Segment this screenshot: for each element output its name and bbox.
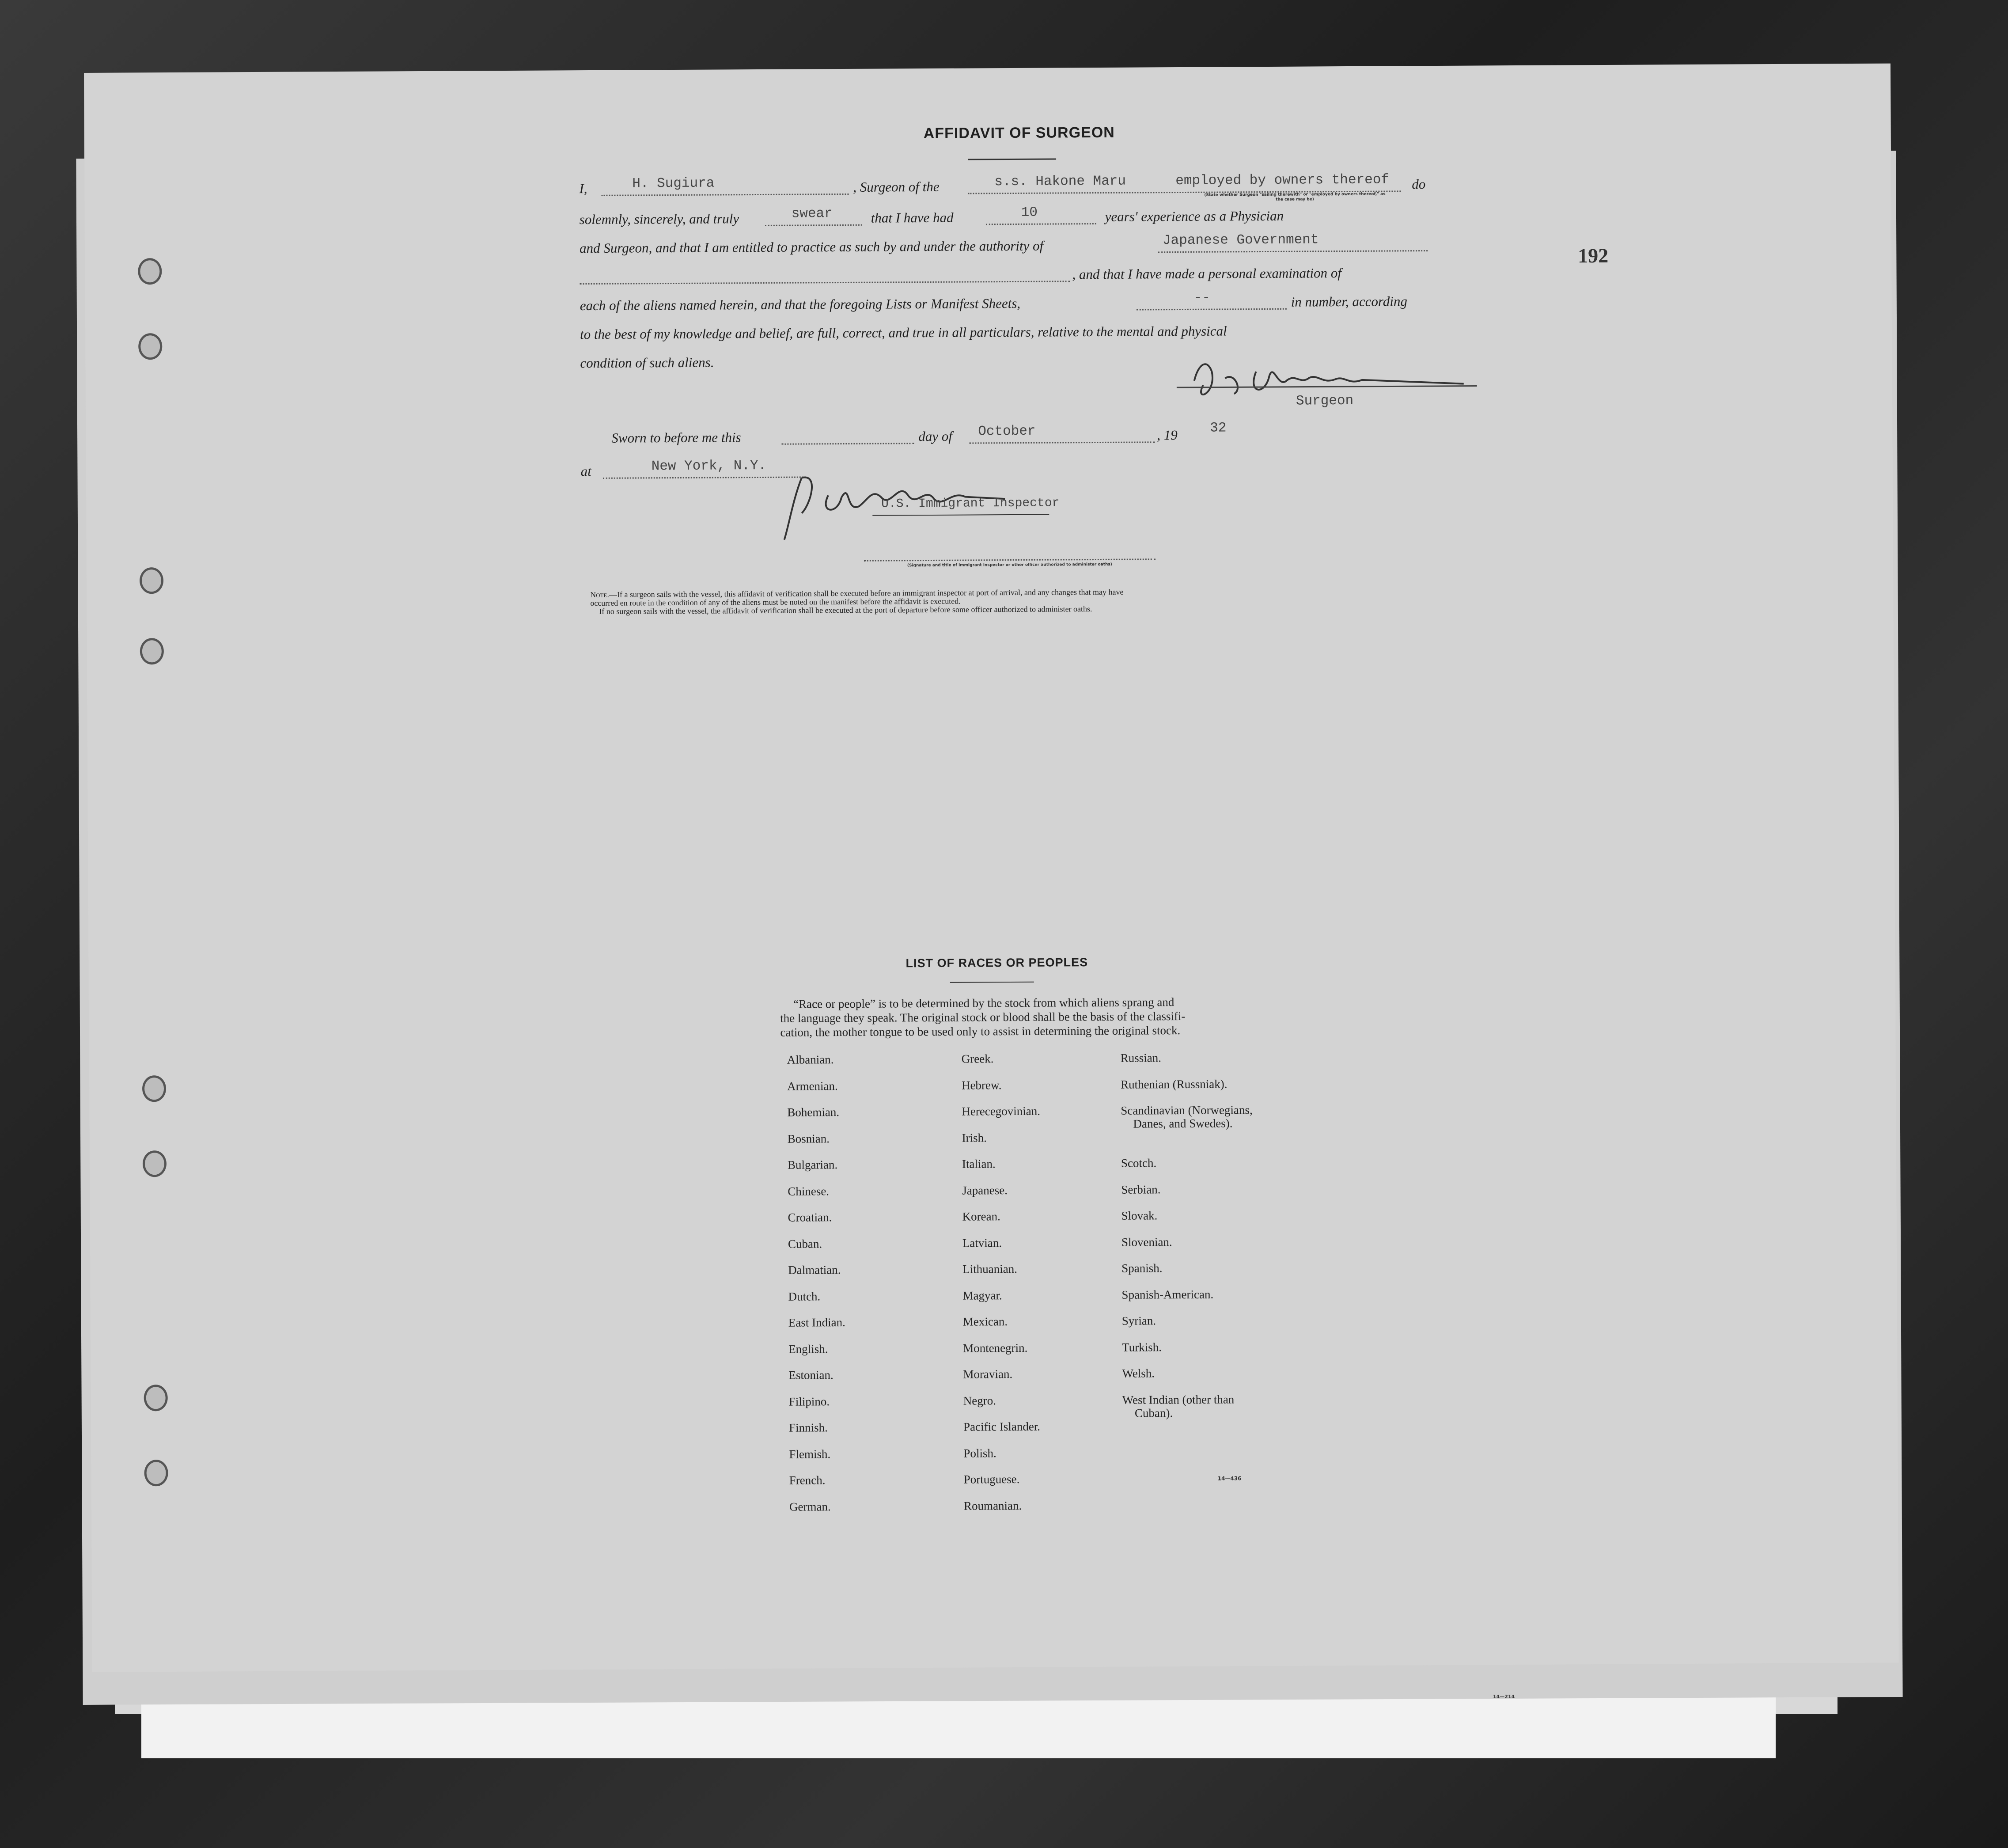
race-item: Negro. (963, 1393, 996, 1408)
affidavit-text: , 19 (1157, 427, 1178, 443)
race-item: Polish. (963, 1446, 996, 1460)
race-item: Armenian. (787, 1079, 838, 1093)
race-item: Cuban. (788, 1237, 822, 1251)
title-underline (968, 158, 1056, 160)
race-item: Herecegovinian. (962, 1104, 1041, 1118)
note-line-2: occurred en route in the condition of any of the aliens must be noted on the manifest before the affidavit is executed. (590, 596, 961, 608)
race-item: Filipino. (788, 1394, 830, 1408)
note-label: Note. (590, 590, 610, 600)
race-item: Bosnian. (787, 1131, 830, 1146)
race-item: Moravian. (963, 1367, 1013, 1381)
race-item: Italian. (962, 1157, 996, 1171)
races-title: LIST OF RACES OR PEOPLES (905, 956, 1088, 970)
affidavit-text: , and that I have made a personal examination of (1072, 265, 1342, 282)
race-item: Finnish. (789, 1421, 828, 1434)
affidavit-text: day of (918, 428, 953, 444)
binder-hole (140, 638, 164, 664)
employment-hint: (State whether Surgeon "sailing therewith" or "employed by owners thereof," as the case may be) (1204, 192, 1386, 202)
oath-field: swear (791, 206, 833, 222)
race-item: Welsh. (1122, 1366, 1155, 1380)
affidavit-text: and Surgeon, and that I am entitled to practice as such by and under the authority of (580, 238, 1044, 256)
affidavit-text: , Surgeon of the (853, 178, 940, 195)
surgeon-name-field: H. Sugiura (632, 175, 715, 192)
intro-line: the language they speak. The original stock or blood shall be the basis of the classifi- (780, 1009, 1186, 1025)
race-item: Latvian. (962, 1236, 1002, 1250)
affidavit-text: each of the aliens named herein, and that the foregoing Lists or Manifest Sheets, (580, 295, 1021, 314)
race-item: Flemish. (789, 1447, 831, 1461)
binder-hole (144, 1460, 168, 1486)
race-item: Danes, and Swedes). (1133, 1116, 1233, 1131)
race-item: Ruthenian (Russniak). (1120, 1077, 1228, 1091)
affidavit-text: condition of such aliens. (580, 354, 714, 371)
form-number: 14—436 (1217, 1475, 1242, 1482)
intro-line: “Race or people” is to be determined by the stock from which aliens sprang and (793, 995, 1174, 1011)
race-item: Greek. (961, 1052, 994, 1066)
race-item: Spanish. (1121, 1261, 1163, 1275)
years-field-line (986, 223, 1096, 225)
races-title-underline (950, 982, 1034, 983)
race-item: Bulgarian. (787, 1158, 838, 1172)
intro-line: cation, the mother tongue to be used only to assist in determining the original stock. (780, 1024, 1181, 1039)
year-field: 32 (1210, 420, 1227, 436)
race-item: Scandinavian (Norwegians, (1121, 1103, 1253, 1117)
place-field: New York, N.Y. (651, 458, 767, 474)
affidavit-text: Sworn to before me this (611, 429, 741, 446)
surgeon-caption: Surgeon (1296, 393, 1354, 409)
race-item: French. (789, 1473, 826, 1487)
race-item: Korean. (962, 1210, 1000, 1223)
race-item: Magyar. (962, 1288, 1002, 1302)
race-item: Hebrew. (961, 1078, 1002, 1092)
race-item: Spanish-American. (1121, 1287, 1214, 1302)
race-item: Slovak. (1121, 1209, 1158, 1222)
inspector-title: U.S. Immigrant Inspector (881, 496, 1060, 511)
race-item: Bohemian. (787, 1105, 840, 1119)
affidavit-text: years' experience as a Physician (1105, 208, 1284, 224)
affidavit-text: do (1412, 176, 1426, 192)
race-item: East Indian. (788, 1316, 845, 1329)
affidavit-title: AFFIDAVIT OF SURGEON (923, 124, 1115, 142)
race-item: Albanian. (787, 1053, 834, 1066)
manifest-page (84, 64, 1899, 1672)
vessel-name-field: s.s. Hakone Maru (994, 173, 1126, 190)
authority-field-line (1158, 250, 1428, 253)
page-number-stamp: 192 (1578, 244, 1609, 267)
binder-hole (142, 1075, 166, 1102)
race-item: Estonian. (788, 1368, 834, 1382)
race-item: Syrian. (1121, 1314, 1156, 1328)
race-item: Montenegrin. (963, 1341, 1028, 1355)
binder-hole (138, 258, 162, 285)
race-item: Dutch. (788, 1289, 821, 1303)
bottom-form-number: 14—214 (1493, 1694, 1515, 1700)
years-field: 10 (1021, 205, 1038, 220)
race-item: Croatian. (788, 1210, 832, 1224)
binder-hole (138, 333, 162, 360)
inspector-signature-line (864, 558, 1156, 561)
sheets-field-line (1137, 308, 1287, 311)
affidavit-text: solemnly, sincerely, and truly (579, 211, 739, 228)
oath-field-line (765, 224, 862, 226)
affidavit-text: that I have had (871, 209, 954, 226)
race-item: West Indian (other than (1122, 1392, 1235, 1407)
affidavit-text: in number, according (1291, 293, 1408, 310)
affidavit-text: I, (579, 181, 587, 197)
binder-hole (140, 567, 163, 594)
month-field: October (978, 423, 1036, 440)
authority-field: Japanese Government (1162, 232, 1319, 249)
sheets-field: -- (1193, 290, 1211, 306)
race-item: Cuban). (1134, 1406, 1173, 1420)
employment-field: employed by owners thereof (1175, 172, 1390, 189)
race-item: German. (789, 1499, 831, 1514)
race-item: Irish. (962, 1131, 987, 1145)
race-item: Scotch. (1121, 1156, 1157, 1170)
name-field-line (601, 194, 849, 196)
race-item: Pacific Islander. (963, 1419, 1041, 1434)
race-item: Mexican. (962, 1315, 1008, 1328)
inspector-caption: (Signature and title of immigrant inspector or other officer authorized to administer oaths) (907, 562, 1112, 568)
affidavit-text: at (580, 463, 591, 479)
race-item: Turkish. (1122, 1340, 1162, 1354)
binder-hole (143, 1150, 167, 1177)
race-item: Slovenian. (1121, 1235, 1172, 1249)
race-item: Japanese. (962, 1183, 1008, 1197)
day-field-line (781, 443, 914, 445)
race-item: Russian. (1120, 1051, 1162, 1065)
race-item: Chinese. (788, 1184, 830, 1198)
authority-continuation-line (580, 281, 1070, 285)
binder-hole (144, 1385, 168, 1411)
race-item: Serbian. (1121, 1182, 1161, 1196)
race-item: Roumanian. (963, 1499, 1022, 1513)
race-item: Portuguese. (963, 1472, 1020, 1486)
note-text: —If a surgeon sails with the vessel, this affidavit of verification shall be executed before an immigrant inspector at port of arrival, and any changes that may have (609, 587, 1124, 599)
note-line-3: If no surgeon sails with the vessel, the affidavit of verification shall be executed at the port of departure before some officer authorized to administer oaths. (599, 604, 1092, 616)
race-item: Dalmatian. (788, 1263, 841, 1277)
month-field-line (969, 441, 1155, 444)
race-item: Lithuanian. (962, 1262, 1017, 1276)
race-item: English. (788, 1342, 828, 1356)
affidavit-text: to the best of my knowledge and belief, are full, correct, and true in all particulars, relative to the mental and physical (580, 323, 1227, 342)
races-intro (780, 994, 1288, 1040)
